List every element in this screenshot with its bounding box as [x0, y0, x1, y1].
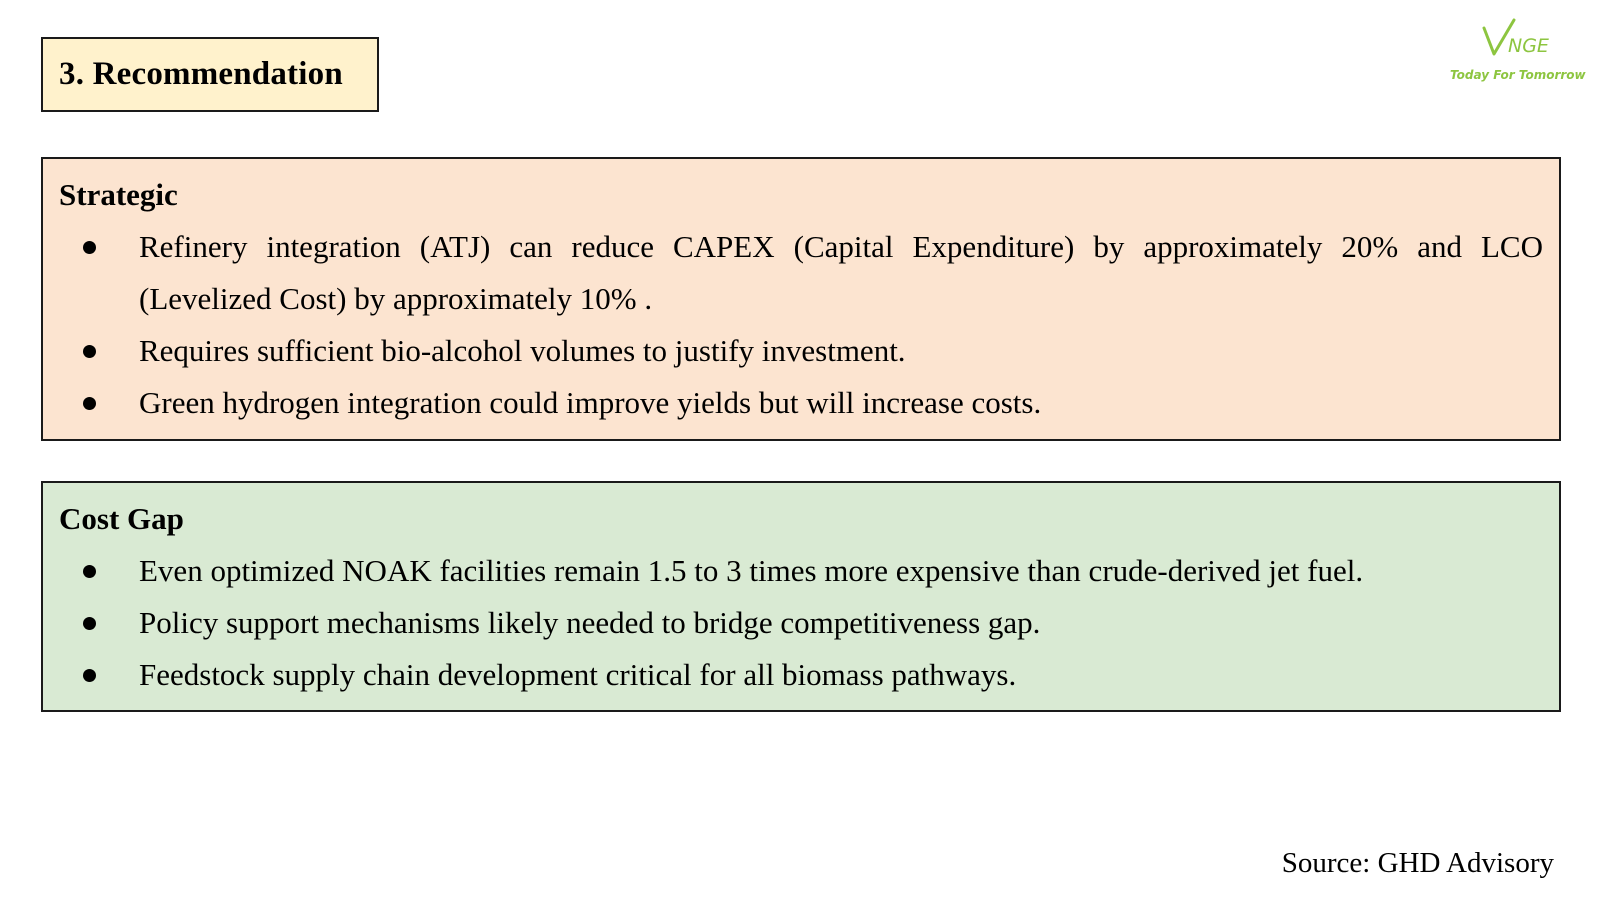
bullet-text: Refinery integration (ATJ) can reduce CAPEX (Capital Expenditure) by approximately 20% and LCO (Levelized Cost) by approximately 10% .: [139, 229, 1543, 316]
bullet-icon: [83, 617, 96, 630]
company-logo: [1440, 18, 1590, 90]
strategic-panel: [41, 157, 1561, 441]
vnge-logo-mark: [1480, 18, 1560, 60]
list-item: [59, 545, 1543, 597]
bullet-text: Policy support mechanisms likely needed to bridge competitiveness gap.: [139, 605, 1041, 640]
list-item: [59, 325, 1543, 377]
bullet-icon: [83, 241, 96, 254]
list-item: [59, 597, 1543, 649]
bullet-icon: [83, 669, 96, 682]
source-note: Source: GHD Advisory: [1281, 847, 1554, 879]
page-title: 3. Recommendation: [59, 56, 343, 92]
strategic-heading: Strategic: [59, 177, 178, 212]
cost-gap-panel: [41, 481, 1561, 712]
bullet-text: Feedstock supply chain development critical for all biomass pathways.: [139, 657, 1017, 692]
cost-gap-heading: Cost Gap: [59, 501, 184, 536]
title-box: [41, 37, 379, 112]
bullet-icon: [83, 345, 96, 358]
cost-gap-bullet-list: [59, 545, 1543, 701]
logo-tagline: Today For Tomorrow: [1450, 68, 1586, 82]
svg-text:NGE: NGE: [1508, 35, 1549, 57]
bullet-text: Green hydrogen integration could improve yields but will increase costs.: [139, 385, 1042, 420]
bullet-text: Requires sufficient bio-alcohol volumes to justify investment.: [139, 333, 906, 368]
strategic-bullet-list: [59, 221, 1543, 429]
bullet-icon: [83, 565, 96, 578]
list-item: [59, 649, 1543, 701]
bullet-icon: [83, 397, 96, 410]
list-item: [59, 221, 1543, 325]
bullet-text: Even optimized NOAK facilities remain 1.5 to 3 times more expensive than crude-derived jet fuel.: [139, 553, 1364, 588]
list-item: [59, 377, 1543, 429]
